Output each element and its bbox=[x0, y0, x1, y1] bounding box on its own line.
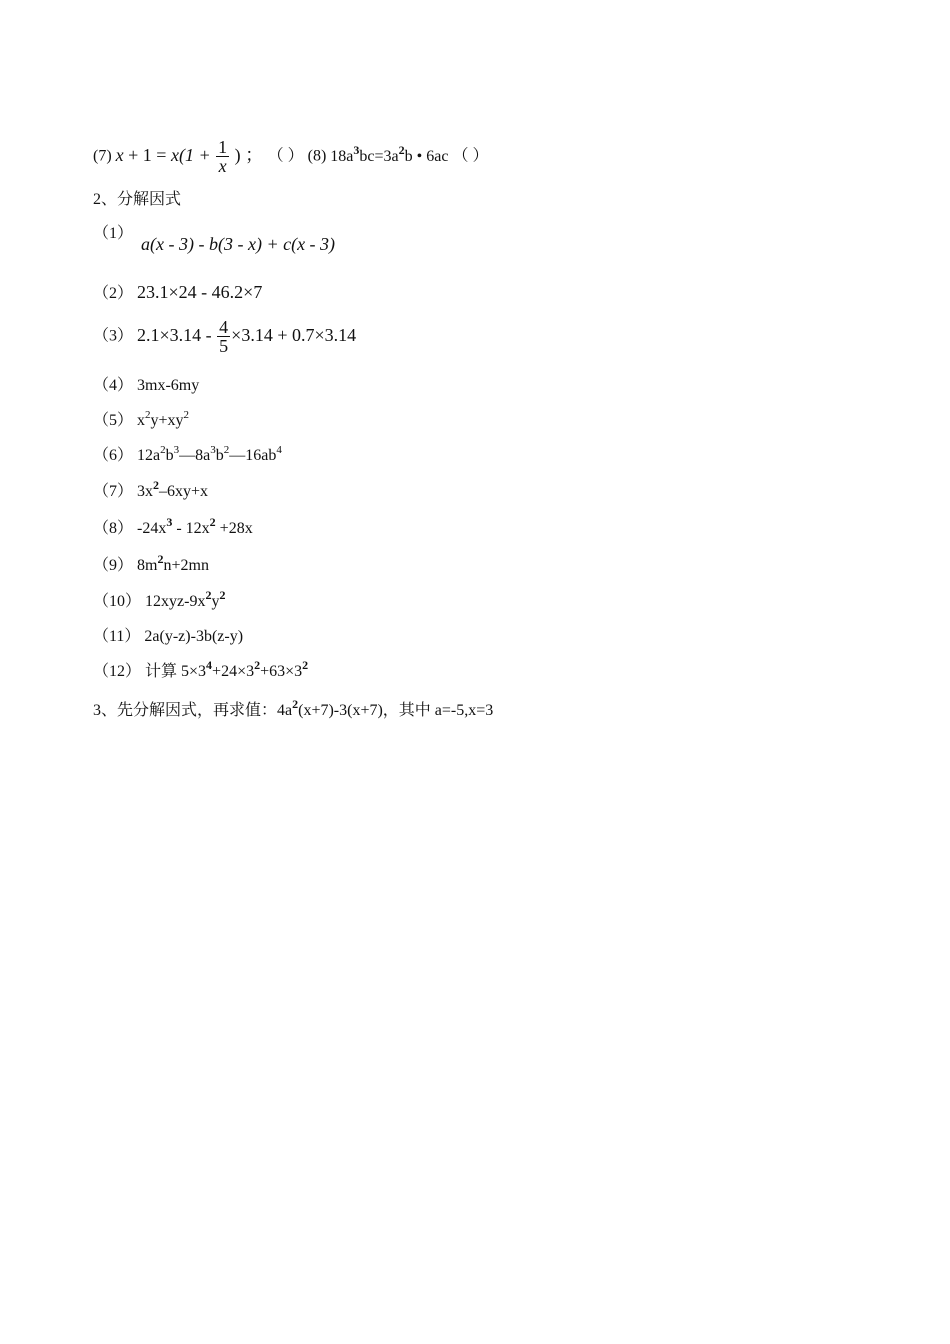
item-expr: $8m^2n+2mn$ bbox=[137, 552, 209, 574]
item7-plus1: + 1 = bbox=[128, 144, 167, 165]
item-label: （1） bbox=[93, 225, 134, 242]
item-label: （8） bbox=[93, 520, 134, 537]
q2-item-12 bbox=[93, 658, 309, 682]
item-label: （6） bbox=[93, 447, 134, 464]
q2-item-3 bbox=[93, 318, 356, 355]
item7-fraction bbox=[216, 138, 229, 175]
item7-frac-den: x bbox=[218, 156, 227, 176]
item-label: （7） bbox=[93, 483, 134, 500]
item-label: （9） bbox=[93, 557, 134, 574]
item8-equation: $18a^3bc=3a^2b$ • 6ac bbox=[330, 142, 449, 165]
item-expr: $-24x^3 - 12x^2 +28x$ bbox=[137, 515, 253, 537]
q2-item-8 bbox=[93, 515, 253, 539]
item-label: （12） bbox=[93, 663, 142, 680]
item-expr: $x^2y+xy^2$ bbox=[137, 409, 190, 429]
item7-lhs: x bbox=[115, 144, 124, 165]
item-label: （10） bbox=[93, 593, 142, 610]
item7-equation bbox=[115, 137, 268, 176]
q2-item-10 bbox=[93, 588, 226, 612]
item-label: （2） bbox=[93, 285, 134, 302]
item-label: （11） bbox=[93, 628, 141, 645]
item-expr: 2.1×3.14 - $\frac{4}{5}$ ×3.14 + 0.7×3.14 bbox=[137, 317, 357, 356]
q2-item-1-expr: a(x - 3) - b(3 - x) + c(x - 3) bbox=[141, 234, 336, 254]
item-expr: 23.1×24 - 46.2×7 bbox=[137, 282, 263, 302]
item3-fraction: $\frac{4}{5}$ bbox=[219, 317, 229, 356]
item-label: （5） bbox=[93, 412, 134, 429]
q2-item-2 bbox=[93, 282, 262, 304]
q2-item-6 bbox=[93, 446, 282, 466]
item-label: （4） bbox=[93, 377, 134, 394]
q2-item-5 bbox=[93, 411, 189, 431]
item-expr: 2a(y-z)-3b(z-y) bbox=[144, 628, 244, 645]
q2-item-1 bbox=[93, 224, 133, 244]
item7-label: (7) bbox=[93, 147, 112, 165]
q2-item-9 bbox=[93, 552, 209, 576]
item8-blank: （ ） bbox=[452, 147, 489, 165]
item-expr: $12xyz-9x^2y^2$ bbox=[145, 588, 226, 610]
item-expr: $3x^2-6xy+x$ bbox=[137, 478, 209, 500]
item-label: （3） bbox=[93, 327, 134, 345]
item-expr: 3mx-6my bbox=[137, 377, 200, 394]
item8-label: (8) bbox=[307, 147, 327, 165]
q2-item-4 bbox=[93, 376, 199, 396]
q2-item-7 bbox=[93, 478, 209, 502]
q2-heading: 2、分解因式 bbox=[93, 191, 182, 208]
item7-rhs-close: ) ； bbox=[234, 144, 264, 165]
item7-rhs: x(1 + bbox=[170, 144, 211, 165]
q3-text: 3、先分解因式，再求值：$4a^2(x+7)-3(x+7)$，其中 a=-5,x=3 bbox=[93, 697, 494, 719]
item-expr: 计算 $5\times 3^4+24\times 3^2+63\times 3^2$ bbox=[145, 658, 309, 680]
q1-item-7-8 bbox=[93, 138, 488, 175]
item7-blank: （ ） bbox=[267, 147, 304, 165]
item-expr: $12a^2b^3—8a^3b^2—16ab^4$ bbox=[137, 444, 282, 464]
q2-item-11 bbox=[93, 627, 243, 647]
item7-frac-num: 1 bbox=[218, 137, 228, 157]
